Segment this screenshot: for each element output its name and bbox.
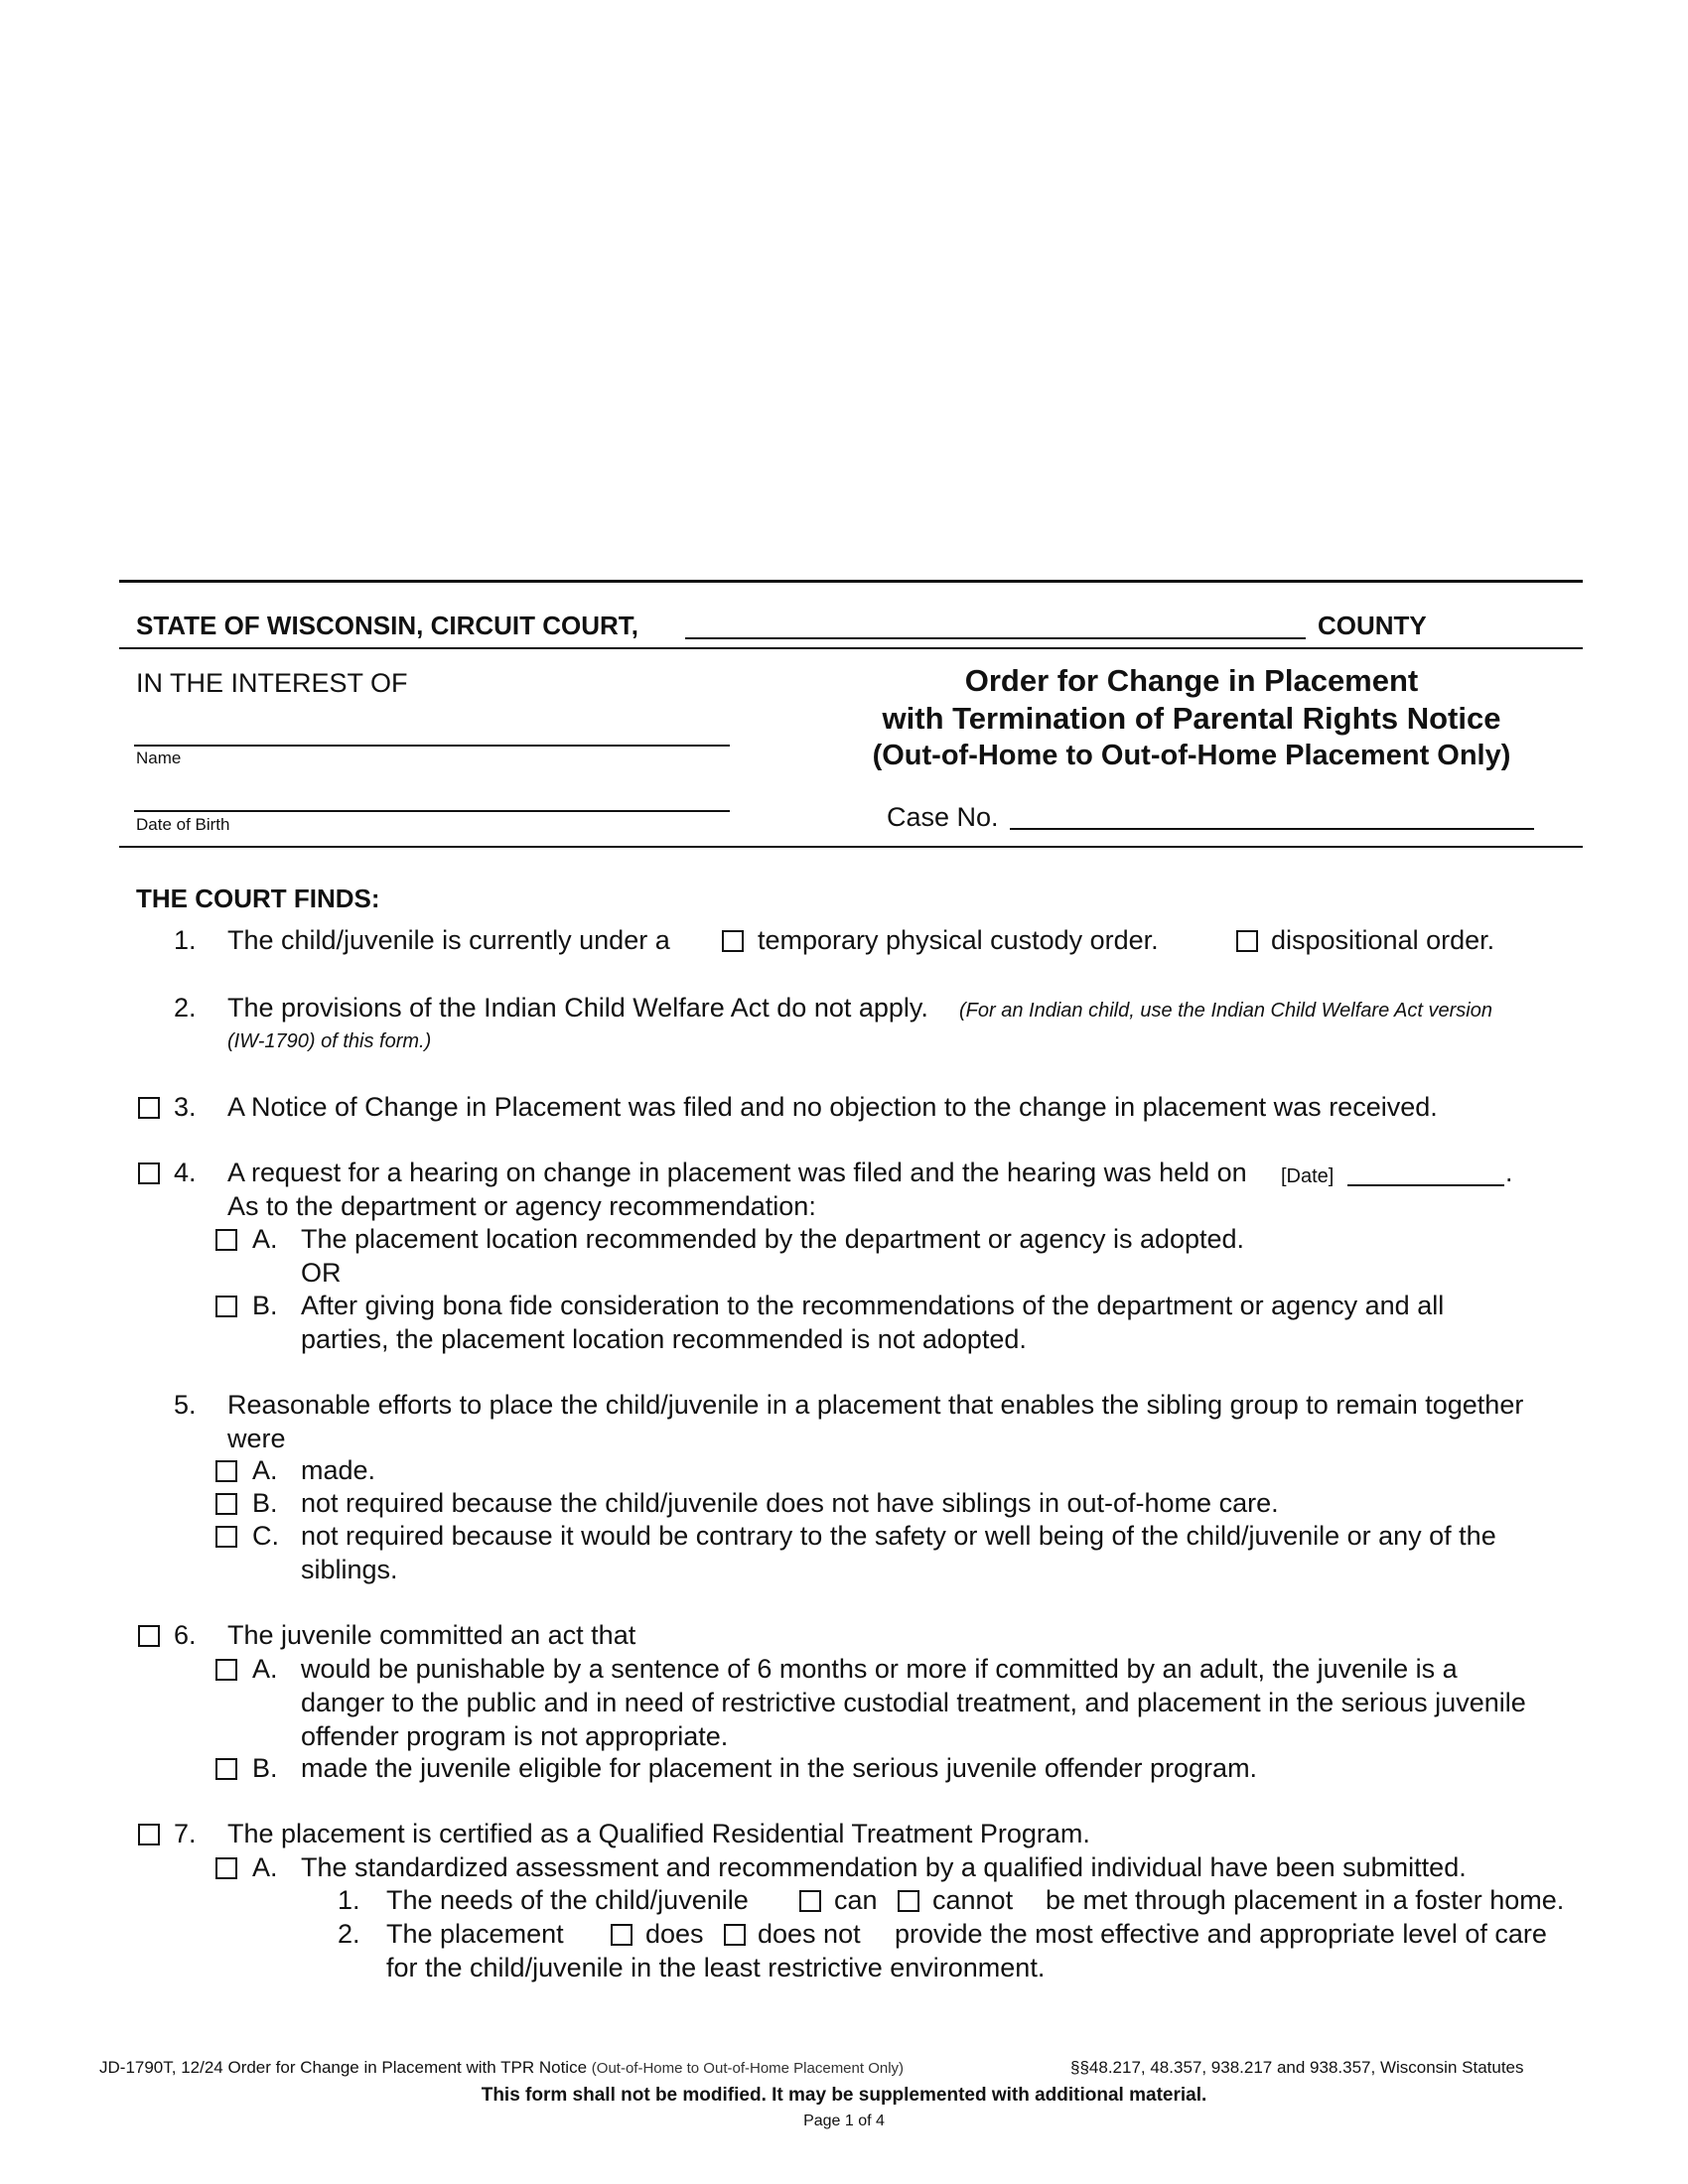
item7a2-tail: provide the most effective and appropriate level of care	[895, 1919, 1547, 1949]
item5c-checkbox[interactable]	[215, 1526, 237, 1548]
item1-opt2-label: dispositional order.	[1271, 925, 1495, 955]
item6b-text: made the juvenile eligible for placement in the serious juvenile offender program.	[301, 1753, 1258, 1783]
item7a2-does-checkbox[interactable]	[611, 1924, 633, 1946]
page-number: Page 1 of 4	[803, 2113, 885, 2129]
item5b-checkbox[interactable]	[215, 1493, 237, 1515]
item4-date-label: [Date]	[1281, 1165, 1335, 1187]
case-no-field[interactable]	[1010, 828, 1534, 830]
item7a-text: The standardized assessment and recommendation by a qualified individual have been submitted.	[301, 1852, 1467, 1882]
form-title-line3: (Out-of-Home to Out-of-Home Placement Only)	[872, 740, 1511, 771]
item2-number: 2.	[174, 993, 197, 1023]
item1-dispositional-checkbox[interactable]	[1236, 930, 1258, 952]
item2-note-line1: (For an Indian child, use the Indian Child Welfare Act version	[959, 1000, 1492, 1022]
item3-number: 3.	[174, 1092, 197, 1122]
footer-notice: This form shall not be modified. It may be supplemented with additional material.	[481, 2085, 1207, 2106]
item6a-letter: A.	[252, 1654, 278, 1684]
item5-text-line2: were	[227, 1424, 286, 1453]
footer-statutes: §§48.217, 48.357, 938.217 and 938.357, Wisconsin Statutes	[1070, 2058, 1524, 2077]
item5a-checkbox[interactable]	[215, 1460, 237, 1482]
item6-number: 6.	[174, 1620, 197, 1650]
item1-text: The child/juvenile is currently under a	[227, 925, 670, 955]
item2-note-line2: (IW-1790) of this form.)	[227, 1030, 432, 1052]
item5c-text-line2: siblings.	[301, 1555, 398, 1584]
item4-period: .	[1505, 1158, 1513, 1187]
footer-form-id-text: JD-1790T, 12/24 Order for Change in Placement with TPR Notice	[99, 2058, 588, 2077]
item5c-letter: C.	[252, 1521, 279, 1551]
footer-form-subtitle: (Out-of-Home to Out-of-Home Placement Only)	[591, 2060, 905, 2077]
header-rule	[119, 647, 1583, 649]
item7a1-can-label: can	[834, 1885, 878, 1915]
item6a-checkbox[interactable]	[215, 1659, 237, 1681]
item4b-text-line2: parties, the placement location recommended is not adopted.	[301, 1324, 1027, 1354]
item3-checkbox[interactable]	[138, 1097, 160, 1119]
item3-text: A Notice of Change in Placement was filed and no objection to the change in placement was received.	[227, 1092, 1438, 1122]
item7a2-number: 2.	[338, 1919, 360, 1949]
item7a2-doesnot-label: does not	[758, 1919, 861, 1949]
state-court-label: STATE OF WISCONSIN, CIRCUIT COURT,	[136, 611, 639, 640]
item7a-letter: A.	[252, 1852, 278, 1882]
form-title-line1: Order for Change in Placement	[964, 663, 1419, 698]
item7-text: The placement is certified as a Qualified Residential Treatment Program.	[227, 1819, 1090, 1848]
item7a1-text: The needs of the child/juvenile	[386, 1885, 749, 1915]
footer-form-id	[99, 2058, 904, 2078]
item4-date-field[interactable]	[1347, 1184, 1504, 1186]
item7a1-tail: be met through placement in a foster home.	[1046, 1885, 1565, 1915]
court-finds-heading: THE COURT FINDS:	[136, 884, 380, 913]
item4-checkbox[interactable]	[138, 1162, 160, 1184]
item6a-text-line1: would be punishable by a sentence of 6 months or more if committed by an adult, the juvenile is a	[301, 1654, 1458, 1684]
item4a-text: The placement location recommended by the department or agency is adopted.	[301, 1224, 1245, 1254]
header-bottom-rule	[119, 846, 1583, 848]
item6b-checkbox[interactable]	[215, 1758, 237, 1780]
item6a-text-line3: offender program is not appropriate.	[301, 1721, 729, 1751]
item6-text: The juvenile committed an act that	[227, 1620, 636, 1650]
item7-checkbox[interactable]	[138, 1824, 160, 1845]
item5c-text-line1: not required because it would be contrary to the safety or well being of the child/juvenile or any of the	[301, 1521, 1496, 1551]
item5a-letter: A.	[252, 1455, 278, 1485]
item7a2-does-label: does	[645, 1919, 704, 1949]
item6-checkbox[interactable]	[138, 1625, 160, 1647]
item4-number: 4.	[174, 1158, 197, 1187]
item4b-checkbox[interactable]	[215, 1296, 237, 1317]
case-no-label: Case No.	[887, 802, 999, 832]
item4-subtext: As to the department or agency recommendation:	[227, 1191, 816, 1221]
item2-text: The provisions of the Indian Child Welfare Act do not apply.	[227, 993, 928, 1023]
item7a2-text: The placement	[386, 1919, 564, 1949]
item7a1-can-checkbox[interactable]	[799, 1890, 821, 1912]
item1-number: 1.	[174, 925, 197, 955]
item7a-checkbox[interactable]	[215, 1857, 237, 1879]
item7a2-doesnot-checkbox[interactable]	[724, 1924, 746, 1946]
item4b-letter: B.	[252, 1291, 278, 1320]
item4-text: A request for a hearing on change in placement was filed and the hearing was held on	[227, 1158, 1247, 1187]
item5a-text: made.	[301, 1455, 376, 1485]
item7a2-text-line2: for the child/juvenile in the least restrictive environment.	[386, 1953, 1046, 1982]
county-label: COUNTY	[1318, 611, 1427, 640]
county-field[interactable]	[685, 637, 1306, 639]
item7-number: 7.	[174, 1819, 197, 1848]
item5-number: 5.	[174, 1390, 197, 1420]
item1-opt1-label: temporary physical custody order.	[758, 925, 1159, 955]
item6b-letter: B.	[252, 1753, 278, 1783]
item4-or: OR	[301, 1258, 342, 1288]
name-label: Name	[136, 749, 182, 767]
item5b-text: not required because the child/juvenile does not have siblings in out-of-home care.	[301, 1488, 1279, 1518]
item4a-checkbox[interactable]	[215, 1229, 237, 1251]
item4b-text-line1: After giving bona fide consideration to the recommendations of the department or agency and all	[301, 1291, 1445, 1320]
item7a1-cannot-label: cannot	[932, 1885, 1014, 1915]
item4a-letter: A.	[252, 1224, 278, 1254]
dob-field[interactable]	[134, 810, 730, 812]
dob-label: Date of Birth	[136, 815, 230, 834]
name-field[interactable]	[134, 745, 730, 747]
item6a-text-line2: danger to the public and in need of restrictive custodial treatment, and placement in the serious juvenile	[301, 1688, 1526, 1717]
item7a1-cannot-checkbox[interactable]	[898, 1890, 919, 1912]
item7a1-number: 1.	[338, 1885, 360, 1915]
form-title-line2: with Termination of Parental Rights Notice	[882, 701, 1501, 736]
item5b-letter: B.	[252, 1488, 278, 1518]
top-rule	[119, 580, 1583, 583]
in-interest-label: IN THE INTEREST OF	[136, 668, 408, 698]
item5-text-line1: Reasonable efforts to place the child/juvenile in a placement that enables the sibling group to remain together	[227, 1390, 1524, 1420]
item1-temp-custody-checkbox[interactable]	[722, 930, 744, 952]
